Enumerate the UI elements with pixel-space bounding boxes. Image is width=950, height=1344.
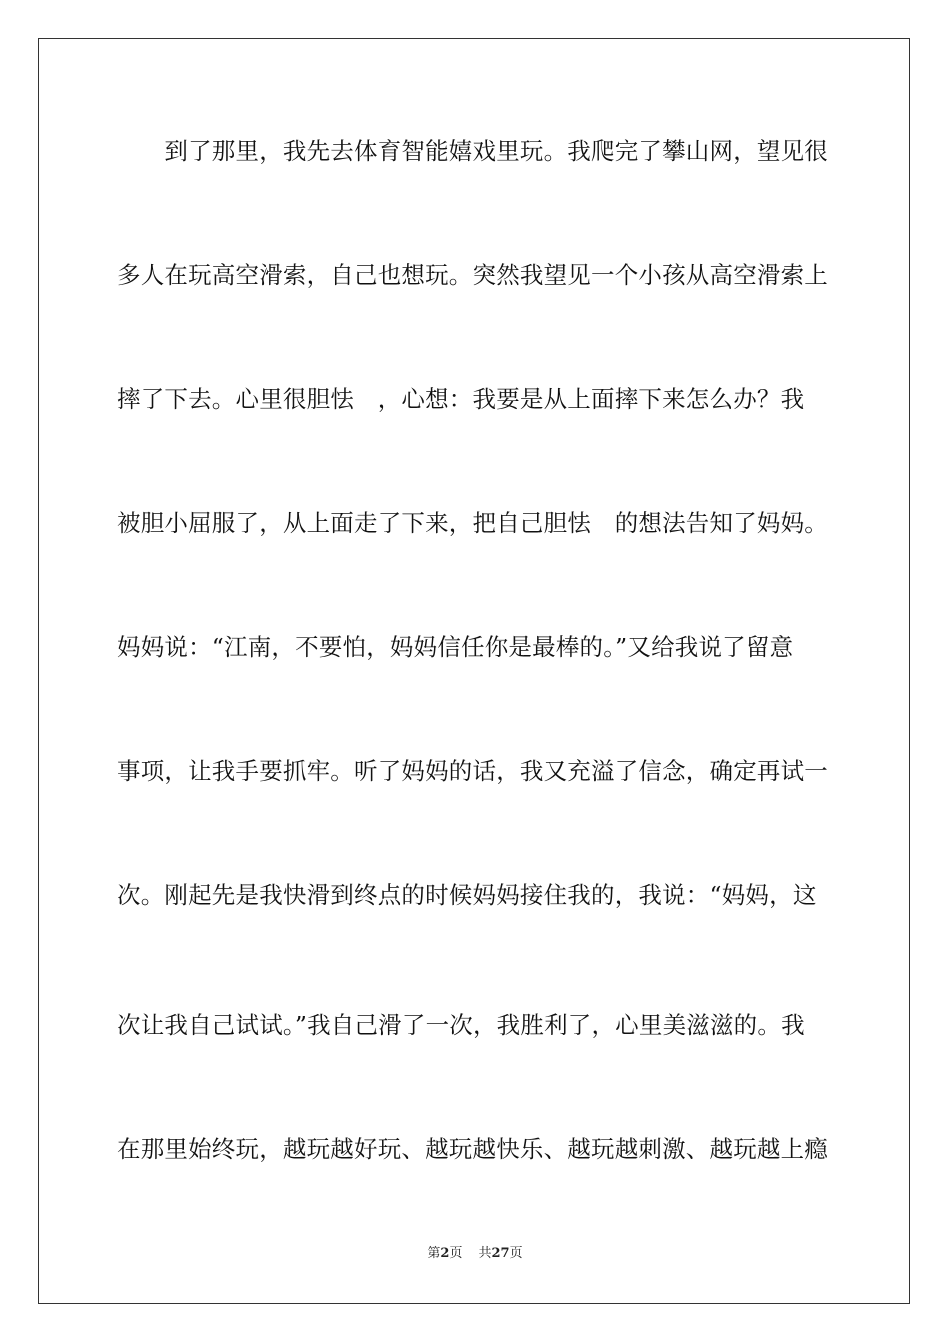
text-line: 多人在玩高空滑索，自己也想玩。突然我望见一个小孩从高空滑索上 — [117, 261, 828, 289]
text-line: 摔了下去。心里很胆怯 ，心想：我要是从上面摔下来怎么办？我 — [117, 385, 805, 413]
text-line: 被胆小屈服了，从上面走了下来，把自己胆怯 的想法告知了妈妈。 — [117, 509, 828, 537]
text-line: 次让我自己试试。”我自己滑了一次，我胜利了，心里美滋滋的。我 — [117, 1011, 805, 1039]
text-line: 在那里始终玩，越玩越好玩、越玩越快乐、越玩越刺激、越玩越上瘾 — [117, 1135, 828, 1163]
footer-page-prefix: 第 — [427, 1246, 441, 1261]
footer-page-number: 2 — [440, 1246, 450, 1261]
text-line: 事项，让我手要抓牢。听了妈妈的话，我又充溢了信念，确定再试一 — [117, 757, 828, 785]
text-line: 到了那里，我先去体育智能嬉戏里玩。我爬完了攀山网，望见很 — [117, 137, 828, 165]
text-line: 妈妈说：“江南，不要怕，妈妈信任你是最棒的。”又给我说了留意 — [117, 633, 794, 661]
text-line: 次。刚起先是我快滑到终点的时候妈妈接住我的，我说：“妈妈，这 — [117, 881, 817, 909]
footer-page-suffix: 页 — [449, 1246, 463, 1261]
footer-total-pages: 27 — [491, 1246, 510, 1261]
footer-total-prefix: 共 — [478, 1246, 492, 1261]
footer-total-suffix: 页 — [509, 1246, 523, 1261]
page-footer — [0, 1246, 950, 1262]
page-border — [38, 38, 910, 1304]
